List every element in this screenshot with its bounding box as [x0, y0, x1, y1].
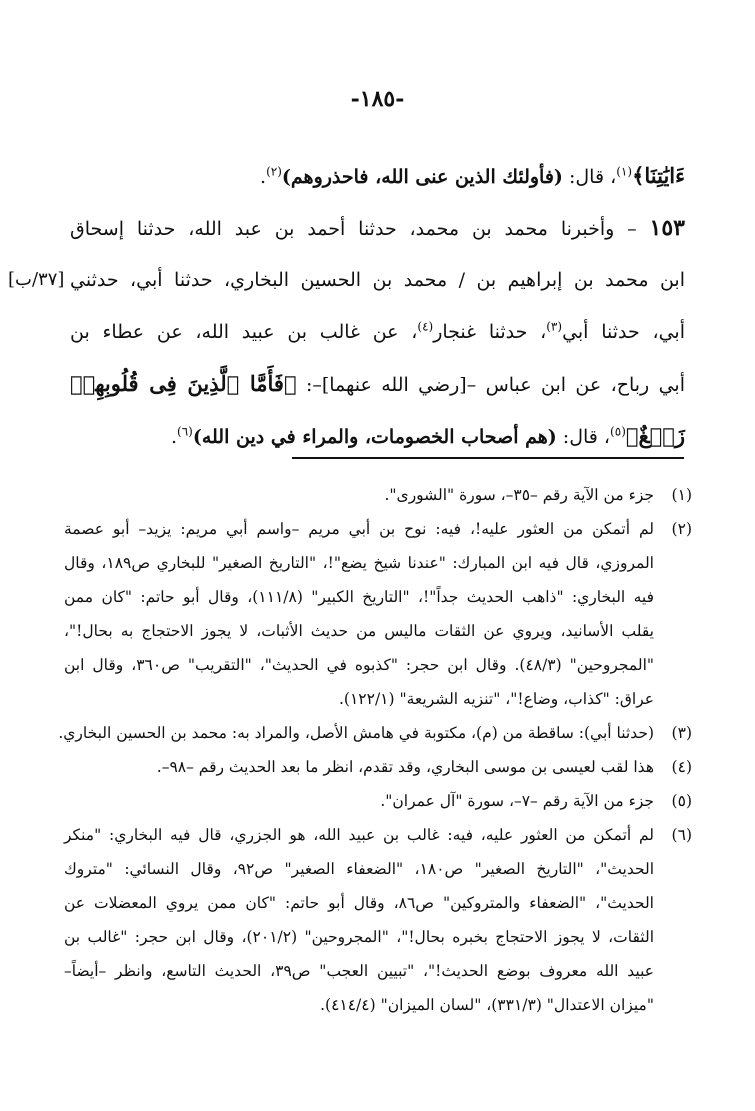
page-number: -١٨٥- [350, 86, 405, 112]
footnote-6 [64, 818, 692, 1022]
text-span: أبي، حدثنا أبي [562, 321, 685, 343]
footnote-line: الحديث"، "التاريخ الصغير" ص١٨٠، "الضعفاء الصغير" ص٩٢، وقال النسائي: "متروك [64, 860, 654, 878]
quran-text: ﴿فَأَمَّا ٱلَّذِينَ فِى قُلُوبِهِمۡ [70, 371, 297, 396]
footnote-line: لم أتمكن من العثور عليه، فيه: غالب بن عبيد الله، هو الجزري، قال فيه البخاري: "منكر [64, 826, 654, 844]
footnote-line: جزء من الآية رقم –٧–، سورة "آل عمران". [380, 792, 654, 810]
footnote-ref: (٥) [610, 424, 626, 439]
text-span: أبي رباح، عن ابن عباس –[رضي الله عنهما]–: [296, 374, 685, 396]
footnote-line: "ميزان الاعتدال" (٣٣١/٣)، "لسان الميزان" (٤١٤/٤). [320, 996, 654, 1014]
footnote-1 [64, 478, 692, 512]
footnote-line: الثقات، لا يجوز الاحتجاج بخبره بحال!"، "المجروحين" (٢٠١/٢)، وقال ابن حجر: "غالب بن [64, 928, 655, 946]
footnote-number: (٤) [671, 758, 692, 776]
footnote-line: لم أتمكن من العثور عليه!، فيه: نوح بن أبي مريم –واسم أبي مريم: يزيد– أبو عصمة [64, 520, 654, 538]
main-line-5 [70, 358, 685, 410]
footnote-number: (٢) [671, 520, 692, 538]
main-line-1 [70, 150, 685, 202]
footnote-number: (١) [671, 486, 692, 504]
footnote-5 [64, 784, 692, 818]
hadith-number: ١٥٣ [649, 215, 685, 241]
footnote-separator [292, 457, 684, 459]
footnote-ref: (١) [616, 164, 633, 179]
footnote-line: المروزي، قال فيه ابن المبارك: "عندنا شيخ يضع"!، "التاريخ الصغير" للبخاري ص١٨٩، وقال [64, 554, 654, 572]
footnote-line: فيه البخاري: "ذاهب الحديث جداً"!، "التاريخ الكبير" (١١١/٨)، وقال أبو حاتم: "كان ممن [64, 588, 655, 606]
quran-text: زَيۡغٌ﴾ [625, 423, 685, 448]
footnote-ref: (٦) [177, 424, 193, 439]
main-line-6 [70, 410, 685, 462]
text-span: ، عن غالب بن عبيد الله، عن عطاء بن [70, 321, 418, 343]
footnote-ref: (٣) [546, 319, 563, 334]
main-text [8, 150, 685, 462]
text-span: – وأخبرنا محمد بن محمد، حدثنا أحمد بن عبد الله، حدثنا إسحاق [70, 218, 650, 240]
footnote-number: (٣) [671, 724, 692, 742]
footnote-ref: (٢) [266, 164, 282, 179]
footnote-line: جزء من الآية رقم –٣٥–، سورة "الشورى". [384, 486, 654, 504]
main-line-2 [70, 202, 685, 254]
text-span: ابن محمد بن إبراهيم بن / محمد بن الحسين البخاري، حدثنا أبي، حدثني [70, 269, 685, 291]
footnote-line: "المجروحين" (٤٨/٣). وقال ابن حجر: "كذبوه في الحديث"، "التقريب" ص٣٦٠، وقال ابن [64, 656, 654, 674]
footnote-line: الحديث"، "الضعفاء والمتروكين" ص٨٦، وقال أبو حاتم: "كان ممن يروي المعضلات عن [64, 894, 654, 912]
quote-text: (هم أصحاب الخصومات، والمراء في دين الله) [192, 426, 557, 448]
text-span: . [170, 426, 178, 448]
footnote-2 [64, 512, 692, 716]
footnote-line: عراق: "كذاب، وضاع!"، "تنزيه الشريعة" (١٢٢/١). [338, 690, 654, 708]
footnote-line: هذا لقب لعيسى بن موسى البخاري، وقد تقدم، انظر ما بعد الحديث رقم –٩٨–. [156, 758, 654, 776]
footnotes [58, 478, 692, 1022]
footnote-line: عبيد الله معروف بوضع الحديث!"، "تبيين العجب" ص٣٩، الحديث التاسع، وانظر –أيضاً– [64, 962, 654, 980]
main-line-3 [8, 254, 685, 306]
manuscript-folio-ref: [٣٧/ب] [8, 269, 65, 290]
main-line-4 [70, 306, 685, 358]
quote-text: (فأولئك الذين عنى الله، فاحذروهم) [281, 166, 563, 188]
footnote-line: يقلب الأسانيد، ويروي عن الثقات ماليس من حديث الأثبات، لا يجوز الاحتجاج به بحال!"، [64, 622, 654, 640]
text-span: ، قال: [556, 426, 611, 448]
quran-text: ءَايَٰتِنَا﴾ [632, 163, 685, 188]
footnote-line: (حدثنا أبي): ساقطة من (م)، مكتوبة في هامش الأصل، والمراد به: محمد بن الحسين البخاري. [58, 724, 654, 742]
footnote-number: (٦) [671, 826, 692, 844]
text-span: ، قال: [562, 166, 617, 188]
text-span: . [260, 166, 267, 188]
text-span: ، حدثنا غنجار [433, 321, 547, 343]
footnote-4 [64, 750, 692, 784]
footnote-number: (٥) [671, 792, 692, 810]
footnote-3 [58, 716, 692, 750]
footnote-ref: (٤) [417, 319, 434, 334]
